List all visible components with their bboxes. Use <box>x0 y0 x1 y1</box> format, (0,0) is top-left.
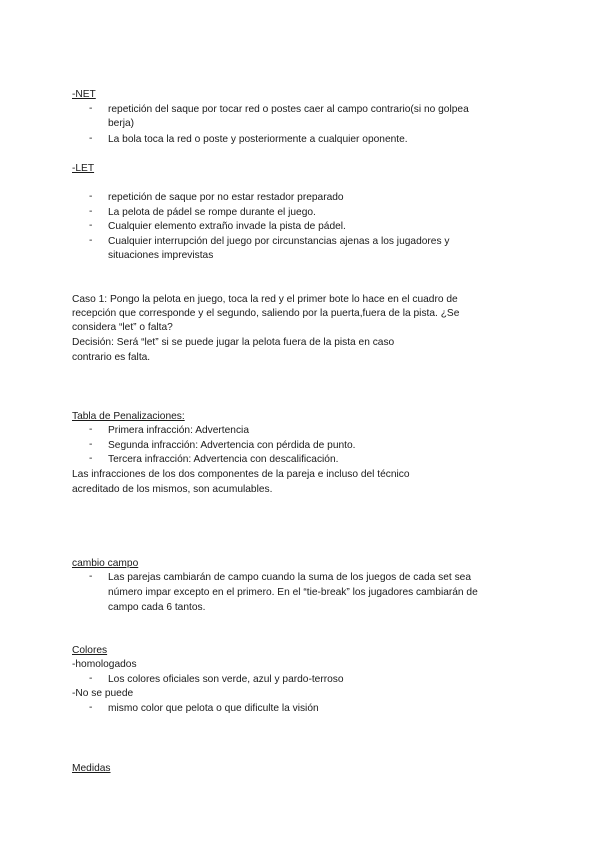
colores-no-label: -No se puede <box>72 688 134 699</box>
let-item-2: La pelota de pádel se rompe durante el juego. <box>108 207 316 218</box>
penalizaciones-note-line-1: Las infracciones de los dos componentes de la pareja e incluso del técnico <box>72 469 410 480</box>
bullet-marker: - <box>89 673 93 684</box>
net-item-2: La bola toca la red o poste y posteriormente a cualquier oponente. <box>108 134 408 145</box>
bullet-marker: - <box>89 235 93 246</box>
cambio-item-line-2: número impar excepto en el primero. En el “tie-break” los jugadores cambiarán de <box>108 587 478 598</box>
cambio-heading: cambio campo <box>72 558 139 569</box>
bullet-marker: - <box>89 439 93 450</box>
penalizaciones-note-line-2: acreditado de los mismos, son acumulables. <box>72 484 273 495</box>
caso-line-5: contrario es falta. <box>72 352 151 363</box>
let-item-4-line-1: Cualquier interrupción del juego por circunstancias ajenas a los jugadores y <box>108 236 450 247</box>
penalizacion-item-1: Primera infracción: Advertencia <box>108 425 249 436</box>
penalizacion-item-2: Segunda infracción: Advertencia con pérdida de punto. <box>108 440 356 451</box>
bullet-marker: - <box>89 424 93 435</box>
bullet-marker: - <box>89 702 93 713</box>
bullet-marker: - <box>89 206 93 217</box>
bullet-marker: - <box>89 571 93 582</box>
cambio-item-line-1: Las parejas cambiarán de campo cuando la suma de los juegos de cada set sea <box>108 572 472 583</box>
let-item-3: Cualquier elemento extraño invade la pista de pádel. <box>108 221 346 232</box>
colores-heading: Colores <box>72 645 108 656</box>
bullet-marker: - <box>89 220 93 231</box>
net-item-1-line-2: berja) <box>108 118 135 129</box>
net-heading: -NET <box>72 89 96 100</box>
bullet-marker: - <box>89 191 93 202</box>
colores-no-item: mismo color que pelota o que dificulte la visión <box>108 703 319 714</box>
medidas-heading: Medidas <box>72 763 111 774</box>
bullet-marker: - <box>89 103 93 114</box>
let-heading: -LET <box>72 163 95 174</box>
colores-homologados-label: -homologados <box>72 659 137 670</box>
bullet-marker: - <box>89 453 93 464</box>
caso-line-1: Caso 1: Pongo la pelota en juego, toca la red y el primer bote lo hace en el cuadro de <box>72 294 458 305</box>
penalizaciones-heading: Tabla de Penalizaciones: <box>72 411 185 422</box>
penalizacion-item-3: Tercera infracción: Advertencia con descalificación. <box>108 454 339 465</box>
let-item-1: repetición de saque por no estar restador preparado <box>108 192 344 203</box>
colores-homologados-item: Los colores oficiales son verde, azul y pardo-terroso <box>108 674 344 685</box>
caso-line-3: considera “let” o falta? <box>72 322 173 333</box>
net-item-1-line-1: repetición del saque por tocar red o postes caer al campo contrario(si no golpea <box>108 104 469 115</box>
caso-line-2: recepción que corresponde y el segundo, saliendo por la puerta,fuera de la pista. ¿Se <box>72 308 460 319</box>
bullet-marker: - <box>89 133 93 144</box>
caso-line-4: Decisión: Será “let” si se puede jugar la pelota fuera de la pista en caso <box>72 337 395 348</box>
let-item-4-line-2: situaciones imprevistas <box>108 250 214 261</box>
cambio-item-line-3: campo cada 6 tantos. <box>108 602 206 613</box>
